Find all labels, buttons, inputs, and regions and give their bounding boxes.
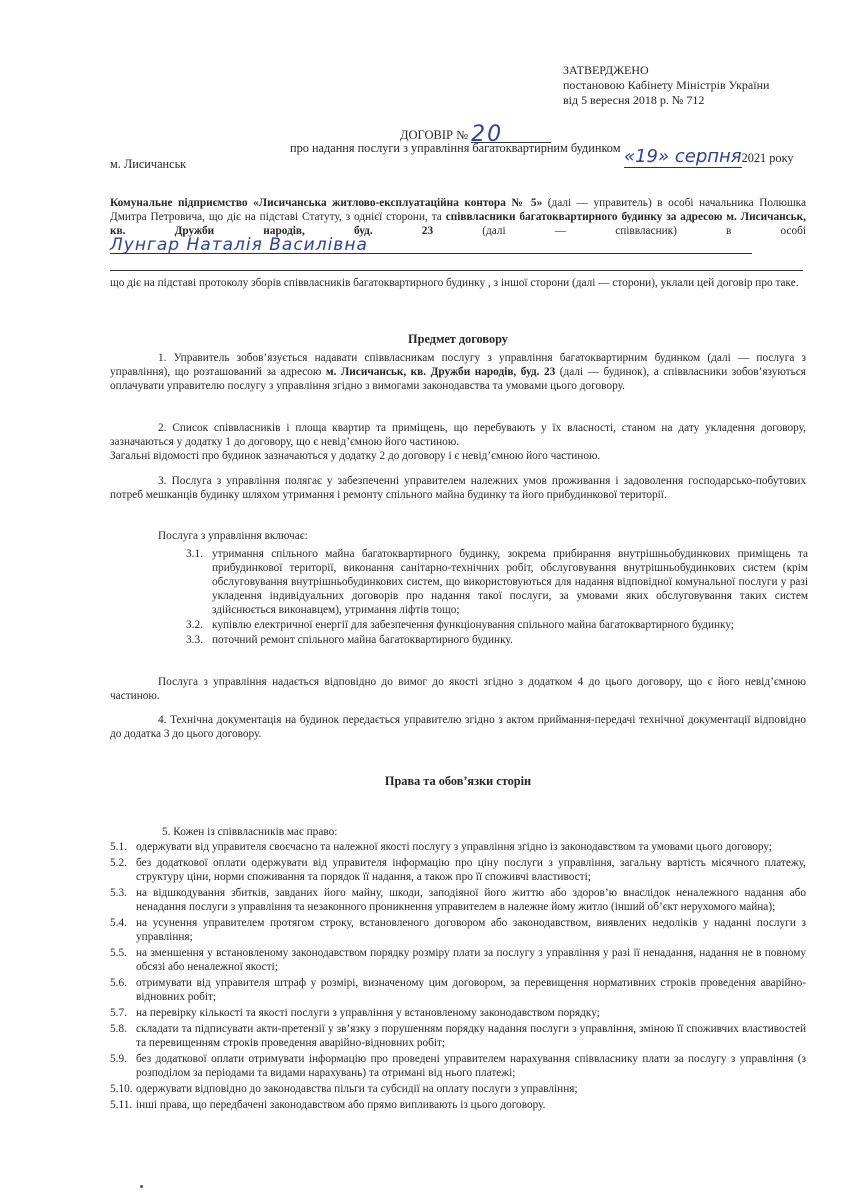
clause-1-address: м. Лисичанськ, кв. Дружби народів, буд. 23: [325, 366, 556, 378]
right-text: отримувати від управителя штраф у розмірі, визначеному цим договором, за перевищення нормативних строків проведення аварійно-відновних робіт;: [136, 977, 806, 1003]
signatory-handwritten: Лунгар Наталія Василівна: [110, 235, 368, 255]
clause-1-text-b: (далі — будинок), а співвласники зобов’язуються оплачувати управителю послугу з управління згідно з вимогами законодавства та умовами цього договору.: [110, 366, 806, 392]
subject-clause-1: [110, 351, 806, 393]
contract-title-text: ДОГОВІР №: [400, 128, 468, 142]
contract-date-handwritten: «19» серпня: [624, 146, 742, 167]
list-item: [110, 886, 806, 914]
list-item: [110, 1022, 806, 1050]
service-item: [186, 633, 808, 647]
right-text: без додаткової оплати отримувати інформацію про проведені управителем нарахування співвласнику плати за послугу з управління (з розподілом за періодами та видами нарахувань) та отримані від нього платежі;: [136, 1053, 806, 1079]
parties-text-1: (далі — управитель) в особі начальника Полюшка Дмитра Петровича, що діє на підставі Статуту, з однієї сторони, та: [110, 197, 806, 223]
list-item: [110, 976, 806, 1004]
right-number: 5.9.: [110, 1053, 127, 1065]
right-text: одержувати відповідно до законодавства пільги та субсидії на оплату послуги з управління;: [136, 1083, 578, 1095]
list-item: [110, 916, 806, 944]
contract-number: 20: [471, 122, 504, 147]
blank-line: [110, 270, 803, 271]
quality-text: Послуга з управління надається відповідно до вимог до якості згідно з додатком 4 до цього договору, що є його невід’ємною частиною.: [110, 676, 806, 702]
subject-clause-3: [110, 474, 806, 502]
subject-clause-2: [110, 421, 806, 449]
list-item: [110, 856, 806, 884]
contract-subtitle: про надання послуги з управління багатоквартирним будинком: [290, 141, 621, 155]
service-item: [186, 547, 808, 617]
clause-3-text: 3. Послуга з управління полягає у забезпеченні управителем належних умов проживання і задоволення господарсько-побутових потреб мешканців будинку шляхом утримання і ремонту спільного майна будинку та його прибудинкової території.: [110, 475, 806, 501]
service-item-text: поточний ремонт спільного майна багатоквартирного будинку.: [212, 634, 513, 646]
right-number: 5.8.: [110, 1023, 127, 1035]
service-item-number: 3.3.: [186, 634, 203, 646]
rights-list: [110, 840, 806, 1112]
right-text: одержувати від управителя своєчасно та належної якості послугу з управління згідно із законодавством та умовами цього договору;: [136, 841, 773, 853]
right-number: 5.10.: [110, 1083, 133, 1095]
service-item-text: купівлю електричної енергії для забезпечення функціонування спільного майна багатоквартирного будинку;: [212, 619, 735, 631]
clause-2b-text: Загальні відомості про будинок зазначаються у додатку 2 до договору і є невід’ємною його частиною.: [110, 450, 601, 462]
service-item-number: 3.2.: [186, 619, 203, 631]
approval-date: від 5 вересня 2018 р. № 712: [563, 93, 705, 107]
right-text: інші права, що передбачені законодавством або прямо випливають із цього договору.: [136, 1099, 546, 1111]
approval-title: ЗАТВЕРДЖЕНО: [563, 63, 649, 77]
service-item-number: 3.1.: [186, 548, 203, 560]
subject-heading: Предмет договору: [408, 332, 508, 346]
manager-name: Комунальне підприємство «Лисичанська житлово-експлуатаційна контора № 5»: [110, 197, 543, 209]
rights-heading: Права та обов’язки сторін: [384, 774, 532, 788]
list-item: [110, 946, 806, 974]
service-items: [186, 547, 808, 647]
list-item: [110, 1052, 806, 1080]
right-number: 5.11.: [110, 1099, 133, 1111]
right-text: без додаткової оплати одержувати від управителя інформацію про ціну послуги з управління, загальну вартість місячного платежу, структуру ціни, норми споживання та порядок її надання, а також про її споживчі властивості;: [136, 857, 806, 883]
rights-intro-text: 5. Кожен із співвласників має право:: [162, 826, 338, 838]
list-item: [110, 1098, 806, 1112]
right-text: на зменшення у встановленому законодавством порядку розміру плати за послугу з управління у разі її ненадання, надання не в повному обсязі або неналежної якості;: [136, 947, 806, 973]
parties-text-2: (далі — співвласник) в особі: [433, 225, 807, 237]
list-item: [110, 1006, 806, 1020]
subject-clause-4: [110, 713, 806, 741]
right-number: 5.6.: [110, 977, 127, 989]
right-text: на усунення управителем протягом строку, встановленого договором або законодавством, виявлених недоліків у наданні послуги з управління;: [136, 917, 806, 943]
clause-2-text: 2. Список співвласників і площа квартир та приміщень, що перебувають у їх власності, станом на дату укладення договору, зазначаються у додатку 1 до договору, що є невід’ємною його частиною.: [110, 422, 806, 448]
rights-intro: [110, 825, 806, 839]
contract-city: м. Лисичанськ: [110, 157, 187, 171]
service-item-text: утримання спільного майна багатоквартирного будинку, зокрема прибирання внутрішньобудинкових приміщень та прибудинкової території, виконання санітарно-технічних робіт, обслуговування внутрішньобудинкових систем (крім обслуговування внутрішньобудинкових систем, що використовуються для надання відповідної комунальної послуги у разі укладення індивідуальних договорів про надання такої послуги, за умовами яких обслуговування таких систем здійснюється виконавцем), утримання ліфтів тощо;: [212, 548, 808, 616]
right-number: 5.5.: [110, 947, 127, 959]
approval-resolution: постановою Кабінету Міністрів України: [563, 78, 770, 92]
contract-date: [624, 146, 794, 167]
quality-paragraph: [110, 675, 806, 703]
includes-line: [110, 529, 806, 543]
list-item: [110, 1082, 806, 1096]
right-number: 5.3.: [110, 887, 127, 899]
list-item: [110, 840, 806, 854]
parties-paragraph: [110, 196, 806, 254]
contract-year: 2021 року: [741, 151, 794, 165]
includes-text: Послуга з управління включає:: [158, 530, 308, 542]
right-text: складати та підписувати акти-претензії у зв’язку з порушенням порядку надання послуги з управління, зміною її споживчих властивостей та перевищенням строків проведення аварійно-відновних робіт;: [136, 1023, 806, 1049]
clause-1-text-a: 1. Управитель зобов’язується надавати співвласникам послугу з управління багатоквартирним будинком (далі — послуга з управління), що розташований за адресою: [110, 352, 806, 378]
coowners-address: співвласники багатоквартирного будинку за адресою м. Лисичанськ, кв. Дружби народів, буд. 23: [110, 211, 806, 237]
right-number: 5.2.: [110, 857, 127, 869]
right-number: 5.4.: [110, 917, 127, 929]
signatory-line: [110, 235, 752, 255]
clause-4-text: 4. Технічна документація на будинок передається управителю згідно з актом приймання-передачі технічної документації відповідно до додатка 3 до цього договору.: [110, 714, 806, 740]
service-item: [186, 618, 808, 632]
subject-clause-2b: [110, 449, 806, 463]
right-number: 5.7.: [110, 1007, 127, 1019]
protocol-paragraph: що діє на підставі протоколу зборів співвласників багатоквартирного будинку , з іншої сторони (далі — сторони), уклали цей договір про таке.: [110, 277, 799, 289]
right-number: 5.1.: [110, 841, 127, 853]
approval-stamp: [563, 63, 843, 108]
right-text: на перевірку кількості та якості послуги з управління у встановленому законодавством порядку;: [136, 1007, 600, 1019]
scan-speck: [140, 1185, 143, 1188]
right-text: на відшкодування збитків, завданих його майну, шкоди, заподіяної його життю або здоров’ю внаслідок неналежного надання або ненадання послуги з управління та незаконного проникнення управителем в належне йому житло (інший об’єкт нерухомого майна);: [136, 887, 806, 913]
